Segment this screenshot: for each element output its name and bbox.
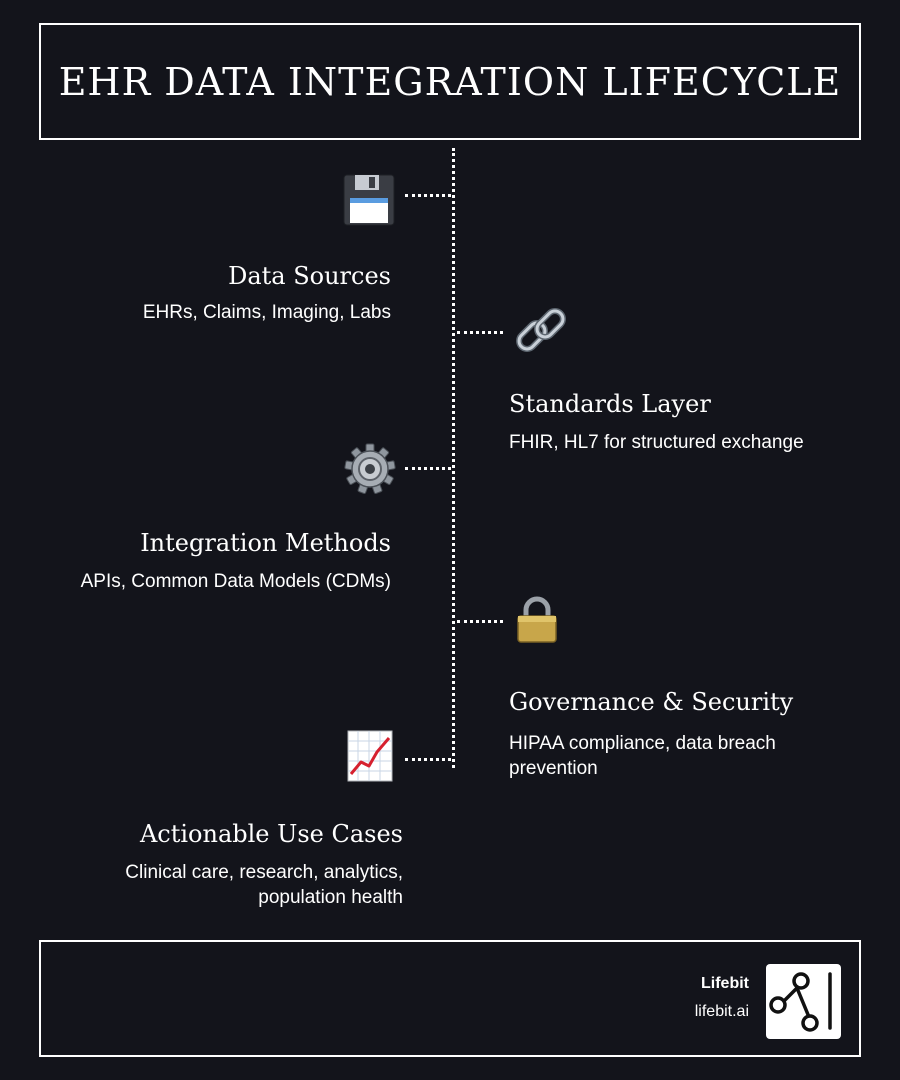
stage-desc-data-sources: EHRs, Claims, Imaging, Labs bbox=[142, 302, 391, 323]
lifebit-logo-icon bbox=[766, 964, 841, 1039]
connector-actionable-use-cases bbox=[405, 758, 451, 761]
link-icon bbox=[513, 306, 569, 363]
chart-increasing-icon bbox=[347, 730, 393, 787]
connector-data-sources bbox=[405, 194, 451, 197]
stage-desc-governance-security: HIPAA compliance, data breach prevention bbox=[509, 733, 776, 779]
stage-desc-actionable-use-cases: Clinical care, research, analytics, population health bbox=[125, 862, 403, 908]
gear-icon bbox=[344, 443, 396, 500]
connector-integration-methods bbox=[405, 467, 451, 470]
brand-url[interactable]: lifebit.ai bbox=[694, 1003, 749, 1020]
floppy-disk-icon bbox=[343, 174, 395, 231]
stage-heading-data-sources: Data Sources bbox=[228, 262, 391, 290]
stage-heading-actionable-use-cases: Actionable Use Cases bbox=[139, 820, 403, 848]
footer-frame bbox=[39, 940, 861, 1057]
stage-desc-integration-methods: APIs, Common Data Models (CDMs) bbox=[80, 571, 391, 592]
connector-governance-security bbox=[457, 620, 503, 623]
stage-desc-standards-layer: FHIR, HL7 for structured exchange bbox=[509, 432, 804, 453]
stage-heading-integration-methods: Integration Methods bbox=[140, 529, 391, 557]
title-frame bbox=[39, 23, 861, 140]
page-title: EHR DATA INTEGRATION LIFECYCLE bbox=[58, 59, 842, 104]
connector-standards-layer bbox=[457, 331, 503, 334]
brand-name: Lifebit bbox=[701, 975, 749, 992]
lock-icon bbox=[515, 596, 559, 649]
stage-heading-governance-security: Governance & Security bbox=[509, 688, 794, 716]
timeline-spine bbox=[452, 148, 455, 768]
stage-heading-standards-layer: Standards Layer bbox=[509, 390, 711, 418]
